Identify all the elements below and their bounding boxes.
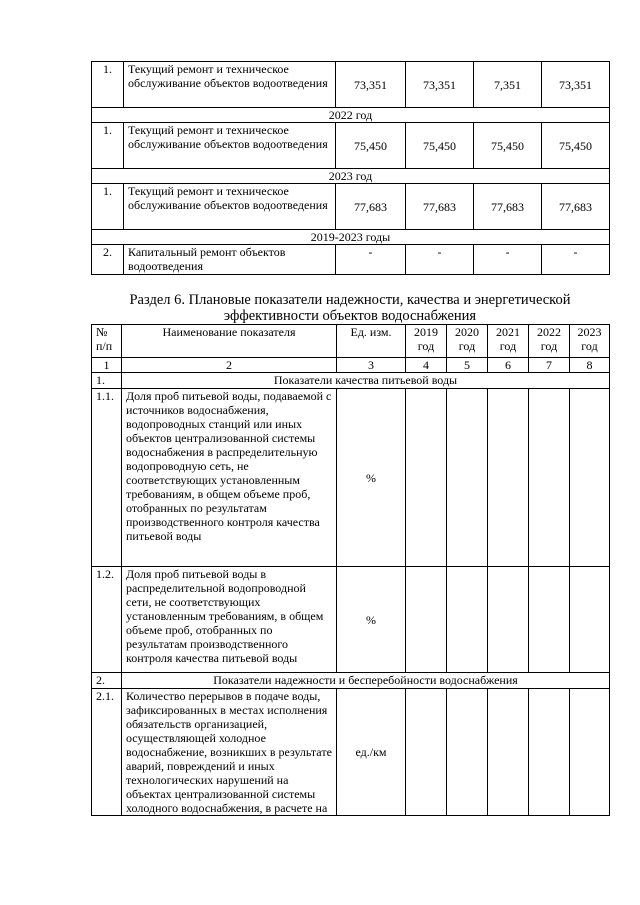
value-cell: 73,351	[336, 62, 406, 108]
value-cell: 77,683	[542, 184, 610, 230]
value-cell	[529, 389, 570, 567]
value-cell: 73,351	[542, 62, 610, 108]
value-cell: -	[542, 245, 610, 275]
row-unit: ед./км	[337, 689, 406, 816]
value-cell	[488, 389, 529, 567]
indicators-table	[91, 324, 610, 816]
value-cell	[570, 689, 610, 816]
row-name: Доля проб питьевой воды в распределительной водопроводной сети, не соответствующих установленным требованиям, в общем объеме проб, отобранных по результатам производственного контроля качества питьевой воды	[122, 567, 337, 673]
year-label: 2022 год	[92, 108, 610, 123]
value-cell: 7,351	[474, 62, 542, 108]
column-number: 3	[337, 358, 406, 373]
value-cell: 73,351	[406, 62, 474, 108]
row-number: 1.	[92, 123, 124, 169]
header-name: Наименование показателя	[122, 325, 337, 358]
group-number: 1.	[92, 373, 122, 389]
row-name: Текущий ремонт и техническое обслуживание объектов водоотведения	[124, 62, 336, 108]
group-row	[92, 673, 610, 689]
header-unit: Ед. изм.	[337, 325, 406, 358]
value-cell	[406, 689, 447, 816]
column-number: 7	[529, 358, 570, 373]
header-year: 2019 год	[406, 325, 447, 358]
value-cell	[447, 389, 488, 567]
column-number: 8	[570, 358, 610, 373]
column-number: 6	[488, 358, 529, 373]
value-cell: 75,450	[474, 123, 542, 169]
section-title: Раздел 6. Плановые показатели надежности, качества и энергетической эффективности объектов водоснабжения	[129, 292, 571, 324]
value-cell	[447, 567, 488, 673]
value-cell	[406, 567, 447, 673]
row-name: Текущий ремонт и техническое обслуживание объектов водоотведения	[124, 184, 336, 230]
value-cell: 75,450	[542, 123, 610, 169]
row-number: 1.2.	[92, 567, 122, 673]
year-row	[92, 169, 610, 184]
value-cell	[529, 567, 570, 673]
row-name: Доля проб питьевой воды, подаваемой с источников водоснабжения, водопроводных станций или иных объектов централизованной системы водоснабжения в распределительную водопроводную сеть, не соответствующих установленным требованиям, в общем объеме проб, отобранных по результатам производственного контроля качества питьевой воды	[122, 389, 337, 567]
table-row	[92, 245, 610, 275]
header-number: № п/п	[92, 325, 122, 358]
header-year: 2023 год	[570, 325, 610, 358]
column-number: 4	[406, 358, 447, 373]
value-cell: -	[406, 245, 474, 275]
column-number: 1	[92, 358, 122, 373]
row-number: 1.	[92, 62, 124, 108]
value-cell: 75,450	[406, 123, 474, 169]
group-title: Показатели качества питьевой воды	[122, 373, 610, 389]
table-row	[92, 689, 610, 816]
row-number: 1.1.	[92, 389, 122, 567]
table-row	[92, 123, 610, 169]
row-number: 2.	[92, 245, 124, 275]
value-cell	[529, 689, 570, 816]
group-number: 2.	[92, 673, 122, 689]
value-cell: -	[474, 245, 542, 275]
value-cell	[488, 689, 529, 816]
table-row	[92, 184, 610, 230]
group-row	[92, 373, 610, 389]
header-year: 2022 год	[529, 325, 570, 358]
value-cell: 77,683	[406, 184, 474, 230]
row-name: Текущий ремонт и техническое обслуживание объектов водоотведения	[124, 123, 336, 169]
header-row	[92, 325, 610, 358]
value-cell	[488, 567, 529, 673]
row-number: 2.1.	[92, 689, 122, 816]
year-label: 2023 год	[92, 169, 610, 184]
row-name: Количество перерывов в подаче воды, зафиксированных в местах исполнения обязательств организацией, осуществляющей холодное водоснабжение, возникших в результате аварий, повреждений и иных технологических нарушений на объектах централизованной системы холодного водоснабжения, в расчете на	[122, 689, 337, 816]
table-row	[92, 62, 610, 108]
value-cell	[570, 389, 610, 567]
value-cell	[570, 567, 610, 673]
row-unit: %	[337, 567, 406, 673]
value-cell	[406, 389, 447, 567]
row-unit: %	[337, 389, 406, 567]
row-name: Капитальный ремонт объектов водоотведения	[124, 245, 336, 275]
value-cell: 77,683	[474, 184, 542, 230]
row-number: 1.	[92, 184, 124, 230]
table-row	[92, 567, 610, 673]
table-row	[92, 389, 610, 567]
year-row	[92, 230, 610, 245]
value-cell: 77,683	[336, 184, 406, 230]
value-cell: -	[336, 245, 406, 275]
value-cell: 75,450	[336, 123, 406, 169]
column-number-row	[92, 358, 610, 373]
column-number: 5	[447, 358, 488, 373]
column-number: 2	[122, 358, 337, 373]
maintenance-cost-table	[91, 61, 610, 275]
value-cell	[447, 689, 488, 816]
header-year: 2021 год	[488, 325, 529, 358]
group-title: Показатели надежности и бесперебойности водоснабжения	[122, 673, 610, 689]
year-row	[92, 108, 610, 123]
header-year: 2020 год	[447, 325, 488, 358]
year-label: 2019-2023 годы	[92, 230, 610, 245]
